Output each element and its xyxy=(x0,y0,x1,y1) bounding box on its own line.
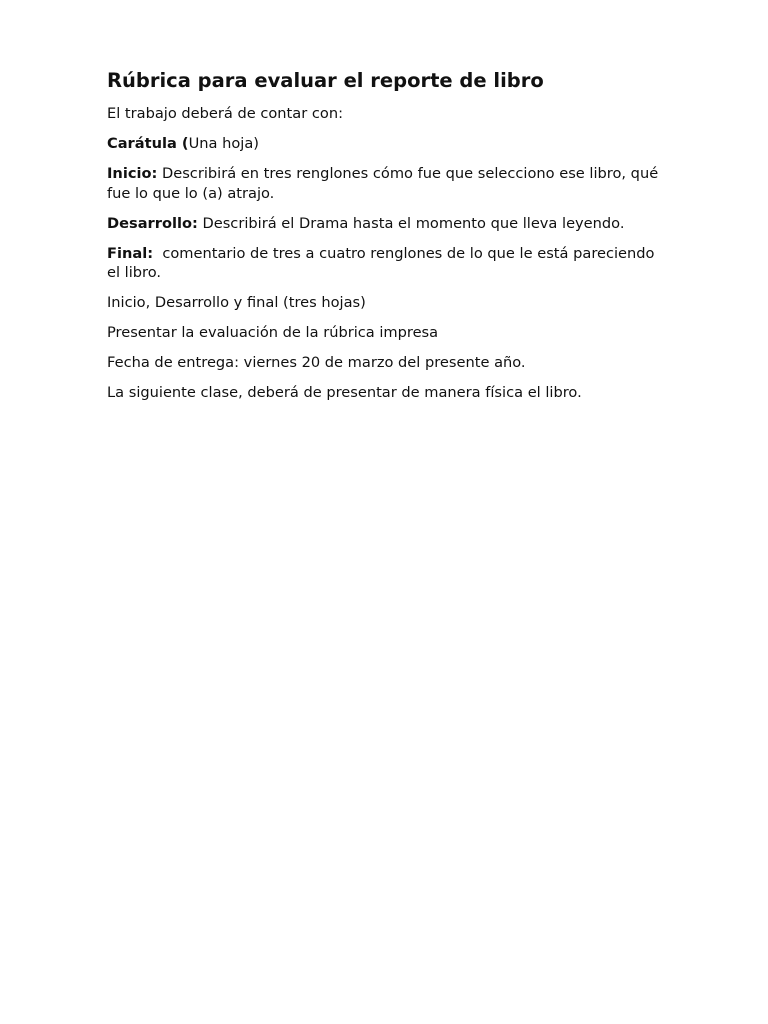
intro-paragraph: El trabajo deberá de contar con: xyxy=(107,105,343,122)
item-caratula xyxy=(107,134,667,154)
item-desarrollo xyxy=(107,214,667,234)
document-body xyxy=(107,68,667,413)
line-structure: Inicio, Desarrollo y final (tres hojas) xyxy=(107,294,366,311)
line-due-date: Fecha de entrega: viernes 20 de marzo del presente año. xyxy=(107,354,526,371)
item-text: comentario de tres a cuatro renglones de lo que le está pareciendo el libro. xyxy=(107,244,660,281)
item-final xyxy=(107,244,667,283)
line-evaluation: Presentar la evaluación de la rúbrica impresa xyxy=(107,324,439,341)
item-label: Final: xyxy=(107,244,154,262)
item-label: Carátula ( xyxy=(107,135,189,152)
item-label: Inicio: xyxy=(107,165,158,182)
item-inicio xyxy=(107,164,667,203)
line-next-class: La siguiente clase, deberá de presentar de manera física el libro. xyxy=(107,384,582,401)
item-text: Describirá el Drama hasta el momento que lleva leyendo. xyxy=(197,214,625,232)
document-title: Rúbrica para evaluar el reporte de libro xyxy=(107,69,544,92)
item-text: Una hoja) xyxy=(188,135,259,152)
item-label: Desarrollo: xyxy=(107,214,198,232)
item-text: Describirá en tres renglones cómo fue que selecciono ese libro, qué fue lo que lo (a) atrajo. xyxy=(107,165,659,202)
